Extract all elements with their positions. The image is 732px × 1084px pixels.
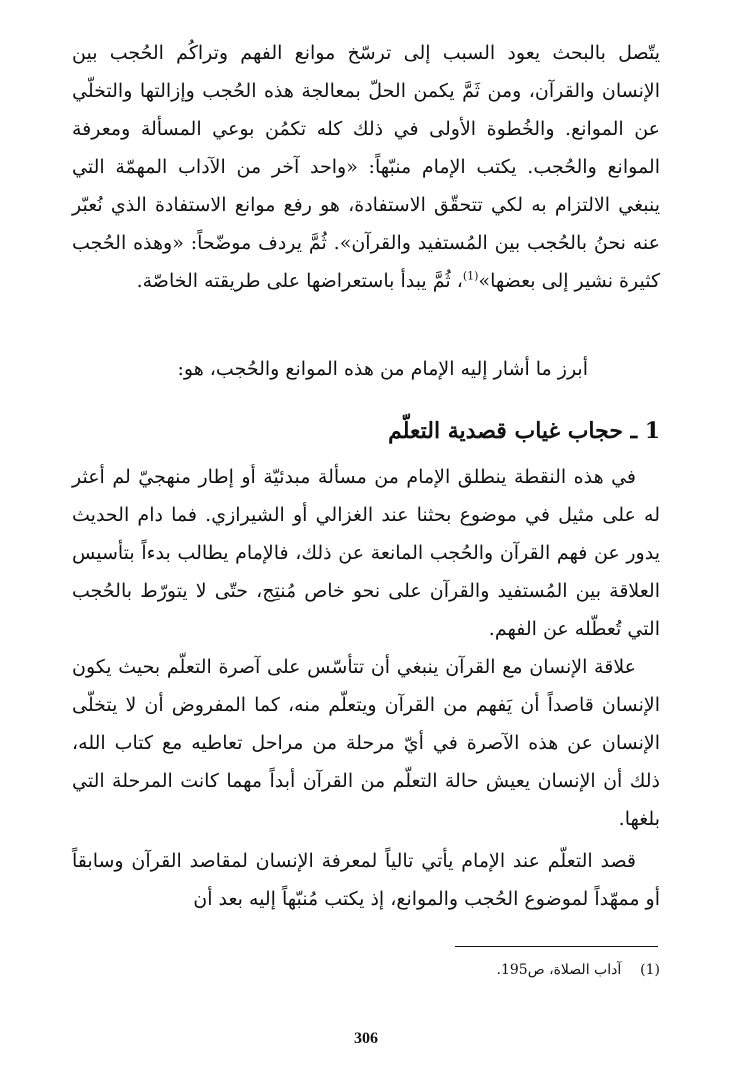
footnote-marker: (1) <box>640 962 660 978</box>
paragraph-3: في هذه النقطة ينطلق الإمام من مسألة مبدئيّة أو إطار منهجيّ لم أعثر له على مثيل في موضوع بحثنا عند الغزالي أو الشيرازي. فما دام الحديث يدور عن فهم القرآن والحُجب المانعة عن ذلك، فالإمام يطالب بدءاً بتأسيس العلاقة بين المُستفيد والقرآن على نحو خاص مُنتِج، حتّى لا يتورّط بالحُجب التي تُعطّله عن الفهم. <box>72 466 661 640</box>
footnote-divider <box>455 946 658 947</box>
page-number: 306 <box>354 1030 378 1047</box>
paragraph-1-text: يتّصل بالبحث يعود السبب إلى ترسّخ موانع الفهم وتراكُم الحُجب بين الإنسان والقرآن، ومن ثَمَّ يكمن الحلّ بمعالجة هذه الحُجب وإزالتها والتخلّي عن الموانع. والخُطوة الأولى في ذلك كله تكمُن بوعي المسألة ومعرفة الموانع والحُجب. يكتب الإمام منبّهاً: «واحد آخر من الآداب المهمّة التي ينبغي الالتزام به لكي تتحقّق الاستفادة، هو رفع موانع الاستفادة الذي نُعبّر عنه نحنُ بالحُجب بين المُستفيد والقرآن». ثُمَّ يردف موضّحاً: «وهذه الحُجب كثيرة نشير إلى بعضها» <box>72 42 660 292</box>
footnote <box>72 958 660 982</box>
paragraph-4: علاقة الإنسان مع القرآن ينبغي أن تتأسّس على آصرة التعلّم بحيث يكون الإنسان قاصداً أن يَفهم من القرآن ويتعلّم منه، كما المفروض أن لا يتخلّى الإنسان عن هذه الآصرة في أيّ مرحلة من مراحل تعاطيه مع كتاب الله، ذلك أن الإنسان يعيش حالة التعلّم من القرآن أبداً مهما كانت المرحلة التي بلغها. <box>72 656 660 830</box>
paragraph-1 <box>72 34 660 300</box>
paragraph-2: أبرز ما أشار إليه الإمام من هذه الموانع والحُجب، هو: <box>177 358 588 380</box>
footnote-reference: (1) <box>462 269 479 283</box>
footnote-text: آداب الصلاة، ص195. <box>496 962 622 978</box>
section-heading: 1 ـ حجاب غياب قصدية التعلّم <box>388 418 660 444</box>
paragraph-5: قصد التعلّم عند الإمام يأتي تالياً لمعرفة الإنسان لمقاصد القرآن وسابقاً أو ممهّداً لموضوع الحُجب والموانع، إذ يكتب مُنبّهاً إليه بعد أن <box>72 850 660 910</box>
paragraph-1-tail: ، ثُمَّ يبدأ باستعراضها على طريقته الخاصّة. <box>136 270 463 292</box>
